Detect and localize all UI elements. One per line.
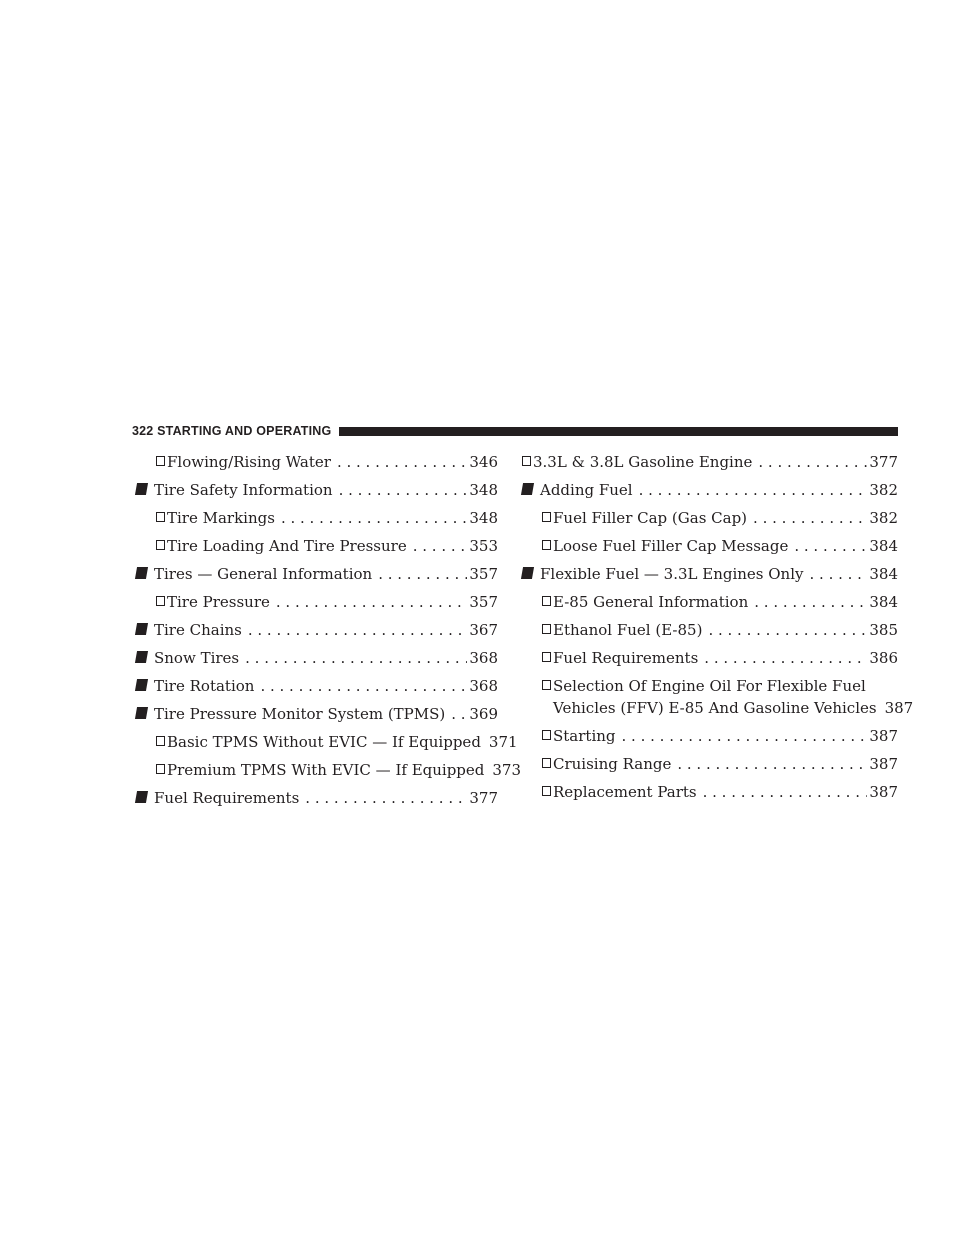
page-header bbox=[132, 424, 898, 438]
open-square-bullet-icon bbox=[542, 722, 551, 750]
open-square-bullet-icon bbox=[542, 616, 551, 644]
toc-entry-title: Cruising Range bbox=[553, 755, 672, 773]
toc-entry[interactable] bbox=[136, 784, 498, 812]
dot-leader bbox=[333, 476, 468, 504]
solid-square-bullet-icon bbox=[136, 616, 152, 644]
solid-square-bullet-icon bbox=[136, 700, 152, 728]
toc-entry[interactable] bbox=[522, 644, 898, 672]
toc-entry[interactable] bbox=[136, 672, 498, 700]
toc-entry-page: 384 bbox=[869, 593, 898, 611]
toc-entry-page: 346 bbox=[469, 453, 498, 471]
toc-entry-title: Tire Pressure Monitor System (TPMS) bbox=[154, 705, 446, 723]
toc-entry-page: 367 bbox=[469, 621, 498, 639]
toc-entry-page: 384 bbox=[869, 565, 898, 583]
open-square-bullet-icon bbox=[542, 778, 551, 806]
dot-leader bbox=[270, 588, 467, 616]
toc-entry[interactable] bbox=[136, 756, 522, 784]
toc-entry-title: Tire Pressure bbox=[167, 593, 270, 611]
toc-right-column bbox=[522, 448, 914, 806]
toc-entry-page: 387 bbox=[884, 699, 914, 717]
toc-entry-page: 382 bbox=[869, 481, 898, 499]
open-square-bullet-icon bbox=[156, 532, 165, 560]
toc-entry-title-line1: Selection Of Engine Oil For Flexible Fuel bbox=[553, 677, 866, 695]
toc-entry-title: Tire Markings bbox=[167, 509, 275, 527]
toc-entry-title: Tires — General Information bbox=[154, 565, 373, 583]
toc-entry-title-line2: Vehicles (FFV) E-85 And Gasoline Vehicles bbox=[553, 699, 877, 717]
dot-leader bbox=[299, 784, 467, 812]
toc-entry[interactable] bbox=[136, 700, 498, 728]
open-square-bullet-icon bbox=[156, 504, 165, 532]
solid-square-bullet-icon bbox=[136, 672, 152, 700]
toc-entry[interactable] bbox=[522, 616, 898, 644]
toc-entry-page: 387 bbox=[869, 727, 898, 745]
toc-entry-page: 353 bbox=[469, 537, 498, 555]
toc-entry[interactable] bbox=[522, 532, 898, 560]
toc-entry-page: 348 bbox=[469, 481, 498, 499]
toc-entry-title: Starting bbox=[553, 727, 616, 745]
toc-entry-title: Tire Rotation bbox=[154, 677, 255, 695]
toc-entry-title: Tire Safety Information bbox=[154, 481, 333, 499]
toc-entry[interactable] bbox=[522, 476, 898, 504]
toc-entry[interactable] bbox=[522, 588, 898, 616]
dot-leader bbox=[275, 504, 467, 532]
toc-entry-title: Tire Chains bbox=[154, 621, 242, 639]
toc-left-column bbox=[136, 448, 522, 812]
toc-entry[interactable] bbox=[136, 504, 498, 532]
toc-entry-page: 385 bbox=[869, 621, 898, 639]
toc-entry-title: Snow Tires bbox=[154, 649, 240, 667]
dot-leader bbox=[407, 532, 468, 560]
solid-square-bullet-icon bbox=[136, 644, 152, 672]
open-square-bullet-icon bbox=[542, 750, 551, 778]
toc-entry-title: Flowing/Rising Water bbox=[167, 453, 331, 471]
solid-square-bullet-icon bbox=[136, 784, 152, 812]
toc-entry-title: Ethanol Fuel (E-85) bbox=[553, 621, 703, 639]
solid-square-bullet-icon bbox=[522, 560, 538, 588]
toc-entry-page: 369 bbox=[469, 705, 498, 723]
toc-entry-title: Fuel Requirements bbox=[553, 649, 699, 667]
toc-entry[interactable] bbox=[522, 778, 898, 806]
toc-entry-page: 368 bbox=[469, 677, 498, 695]
open-square-bullet-icon bbox=[156, 588, 165, 616]
page-header-title: 322 STARTING AND OPERATING bbox=[132, 424, 332, 438]
dot-leader bbox=[748, 588, 867, 616]
toc-entry-title: Flexible Fuel — 3.3L Engines Only bbox=[540, 565, 804, 583]
toc-entry-page: 368 bbox=[469, 649, 498, 667]
toc-entry[interactable] bbox=[136, 476, 498, 504]
toc-entry-title: Replacement Parts bbox=[553, 783, 697, 801]
toc-entry-page: 387 bbox=[869, 783, 898, 801]
open-square-bullet-icon bbox=[542, 644, 551, 672]
solid-square-bullet-icon bbox=[136, 476, 152, 504]
toc-entry-page: 377 bbox=[869, 453, 898, 471]
open-square-bullet-icon bbox=[156, 756, 165, 784]
dot-leader bbox=[242, 616, 468, 644]
toc-entry-title: E-85 General Information bbox=[553, 593, 749, 611]
toc-entry[interactable] bbox=[136, 644, 498, 672]
toc-entry[interactable] bbox=[136, 728, 518, 756]
dot-leader bbox=[445, 700, 467, 728]
open-square-bullet-icon bbox=[522, 448, 531, 476]
toc-entry-multiline[interactable] bbox=[522, 672, 914, 722]
toc-entry-title: Adding Fuel bbox=[540, 481, 633, 499]
open-square-bullet-icon bbox=[156, 448, 165, 476]
solid-square-bullet-icon bbox=[522, 476, 538, 504]
toc-entry[interactable] bbox=[522, 722, 898, 750]
toc-entry[interactable] bbox=[136, 448, 498, 476]
toc-entry-page: 377 bbox=[469, 789, 498, 807]
toc-entry-page: 373 bbox=[492, 761, 522, 779]
toc-entry[interactable] bbox=[136, 560, 498, 588]
toc-entry-page: 384 bbox=[869, 537, 898, 555]
dot-leader bbox=[239, 644, 467, 672]
toc-entry[interactable] bbox=[522, 504, 898, 532]
toc-entry-page: 371 bbox=[488, 733, 518, 751]
toc-entry-line2 bbox=[542, 697, 914, 719]
dot-leader bbox=[331, 448, 467, 476]
dot-leader bbox=[671, 750, 867, 778]
toc-entry[interactable] bbox=[522, 448, 898, 476]
solid-square-bullet-icon bbox=[136, 560, 152, 588]
toc-entry[interactable] bbox=[136, 532, 498, 560]
toc-entry-page: 348 bbox=[469, 509, 498, 527]
toc-entry-title: Fuel Requirements bbox=[154, 789, 300, 807]
dot-leader bbox=[804, 560, 868, 588]
dot-leader bbox=[254, 672, 467, 700]
toc-entry-page: 357 bbox=[469, 565, 498, 583]
dot-leader bbox=[633, 476, 868, 504]
toc-entry-title: Fuel Filler Cap (Gas Cap) bbox=[553, 509, 748, 527]
toc-entry[interactable] bbox=[136, 588, 498, 616]
toc-entry[interactable] bbox=[522, 560, 898, 588]
toc-entry-title: Tire Loading And Tire Pressure bbox=[167, 537, 407, 555]
open-square-bullet-icon bbox=[542, 504, 551, 532]
dot-leader bbox=[788, 532, 867, 560]
toc-entry[interactable] bbox=[136, 616, 498, 644]
toc-entry-title: Loose Fuel Filler Cap Message bbox=[553, 537, 789, 555]
dot-leader bbox=[747, 504, 867, 532]
open-square-bullet-icon bbox=[542, 532, 551, 560]
header-rule bbox=[339, 427, 898, 436]
dot-leader bbox=[697, 778, 868, 806]
dot-leader bbox=[702, 616, 867, 644]
toc-entry-title: 3.3L & 3.8L Gasoline Engine bbox=[533, 453, 753, 471]
toc-entry-page: 382 bbox=[869, 509, 898, 527]
open-square-bullet-icon bbox=[542, 675, 551, 697]
toc-entry-page: 387 bbox=[869, 755, 898, 773]
toc-entry-title: Basic TPMS Without EVIC — If Equipped bbox=[167, 733, 481, 751]
dot-leader bbox=[698, 644, 867, 672]
dot-leader bbox=[616, 722, 868, 750]
toc-entry-page: 386 bbox=[869, 649, 898, 667]
open-square-bullet-icon bbox=[542, 588, 551, 616]
open-square-bullet-icon bbox=[156, 728, 165, 756]
toc-entry-page: 357 bbox=[469, 593, 498, 611]
toc-entry[interactable] bbox=[522, 750, 898, 778]
dot-leader bbox=[372, 560, 467, 588]
dot-leader bbox=[752, 448, 867, 476]
toc-entry-title: Premium TPMS With EVIC — If Equipped bbox=[167, 761, 485, 779]
